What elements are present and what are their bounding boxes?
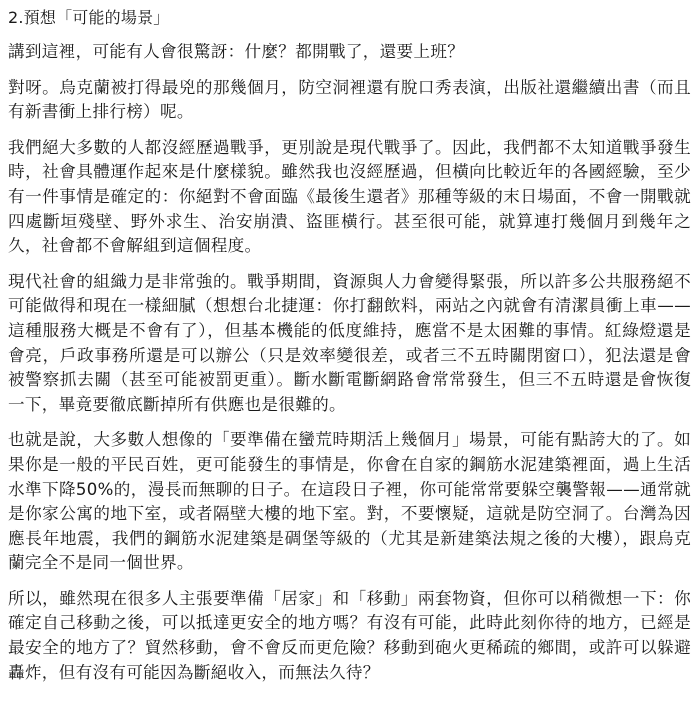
paragraph-4: 現代社會的組織力是非常強的。戰爭期間，資源與人力會變得緊張，所以許多公共服務絕不可能做得和現在一樣細膩（想想台北捷運：你打翻飲料，兩站之內就會有清潔員衝上車——這種服務大概是不會有了），但基本機能的低度維持，應當不是太困難的事情。紅綠燈還是會亮，戶政事務所還是可以辦公（只是效率變很差，或者三不五時關閉窗口），犯法還是會被警察抓去關（甚至可能被罰更重）。斷水斷電斷網路會常常發生，但三不五時還是會恢復一下，畢竟要徹底斷掉所有供應也是很難的。 — [8, 271, 691, 414]
section-heading: 2.預想「可能的場景」 — [8, 8, 170, 27]
paragraph-5: 也就是說，大多數人想像的「要準備在蠻荒時期活上幾個月」場景，可能有點誇大的了。如果你是一般的平民百姓，更可能發生的事情是，你會在自家的鋼筋水泥建築裡面，過上生活水準下降50%的，漫長而無聊的日子。在這段日子裡，你可能常常要躲空襲警報——通常就是你家公寓的地下室，或者隔壁大樓的地下室。對，不要懷疑，這就是防空洞了。台灣為因應長年地震，我們的鋼筋水泥建築是碉堡等級的（尤其是新建築法規之後的大樓），跟烏克蘭完全不是同一個世界。 — [8, 430, 691, 573]
paragraph-1: 講到這裡，可能有人會很驚訝：什麼？都開戰了，還要上班？ — [8, 42, 465, 61]
article — [8, 0, 691, 685]
paragraph-6: 所以，雖然現在很多人主張要準備「居家」和「移動」兩套物資，但你可以稍微想一下：你確定自己移動之後，可以抵達更安全的地方嗎？有沒有可能，此時此刻你待的地方，已經是最安全的地方了？貿然移動，會不會反而更危險？移動到砲火更稀疏的鄉間，或許可以躲避轟炸，但有沒有可能因為斷絕收入，而無法久待？ — [8, 588, 691, 682]
paragraph-2: 對呀。烏克蘭被打得最兇的那幾個月，防空洞裡還有脫口秀表演，出版社還繼續出書（而且有新書衝上排行榜）呢。 — [8, 77, 691, 122]
paragraph-3: 我們絕大多數的人都沒經歷過戰爭，更別說是現代戰爭了。因此，我們都不太知道戰爭發生時，社會具體運作起來是什麼樣貌。雖然我也沒經歷過，但橫向比較近年的各國經驗，至少有一件事情是確定的：你絕對不會面臨《最後生還者》那種等級的末日場面，不會一開戰就四處斷垣殘壁、野外求生、治安崩潰、盜匪橫行。甚至很可能，就算連打幾個月到幾年之久，社會都不會解組到這個程度。 — [8, 137, 691, 256]
